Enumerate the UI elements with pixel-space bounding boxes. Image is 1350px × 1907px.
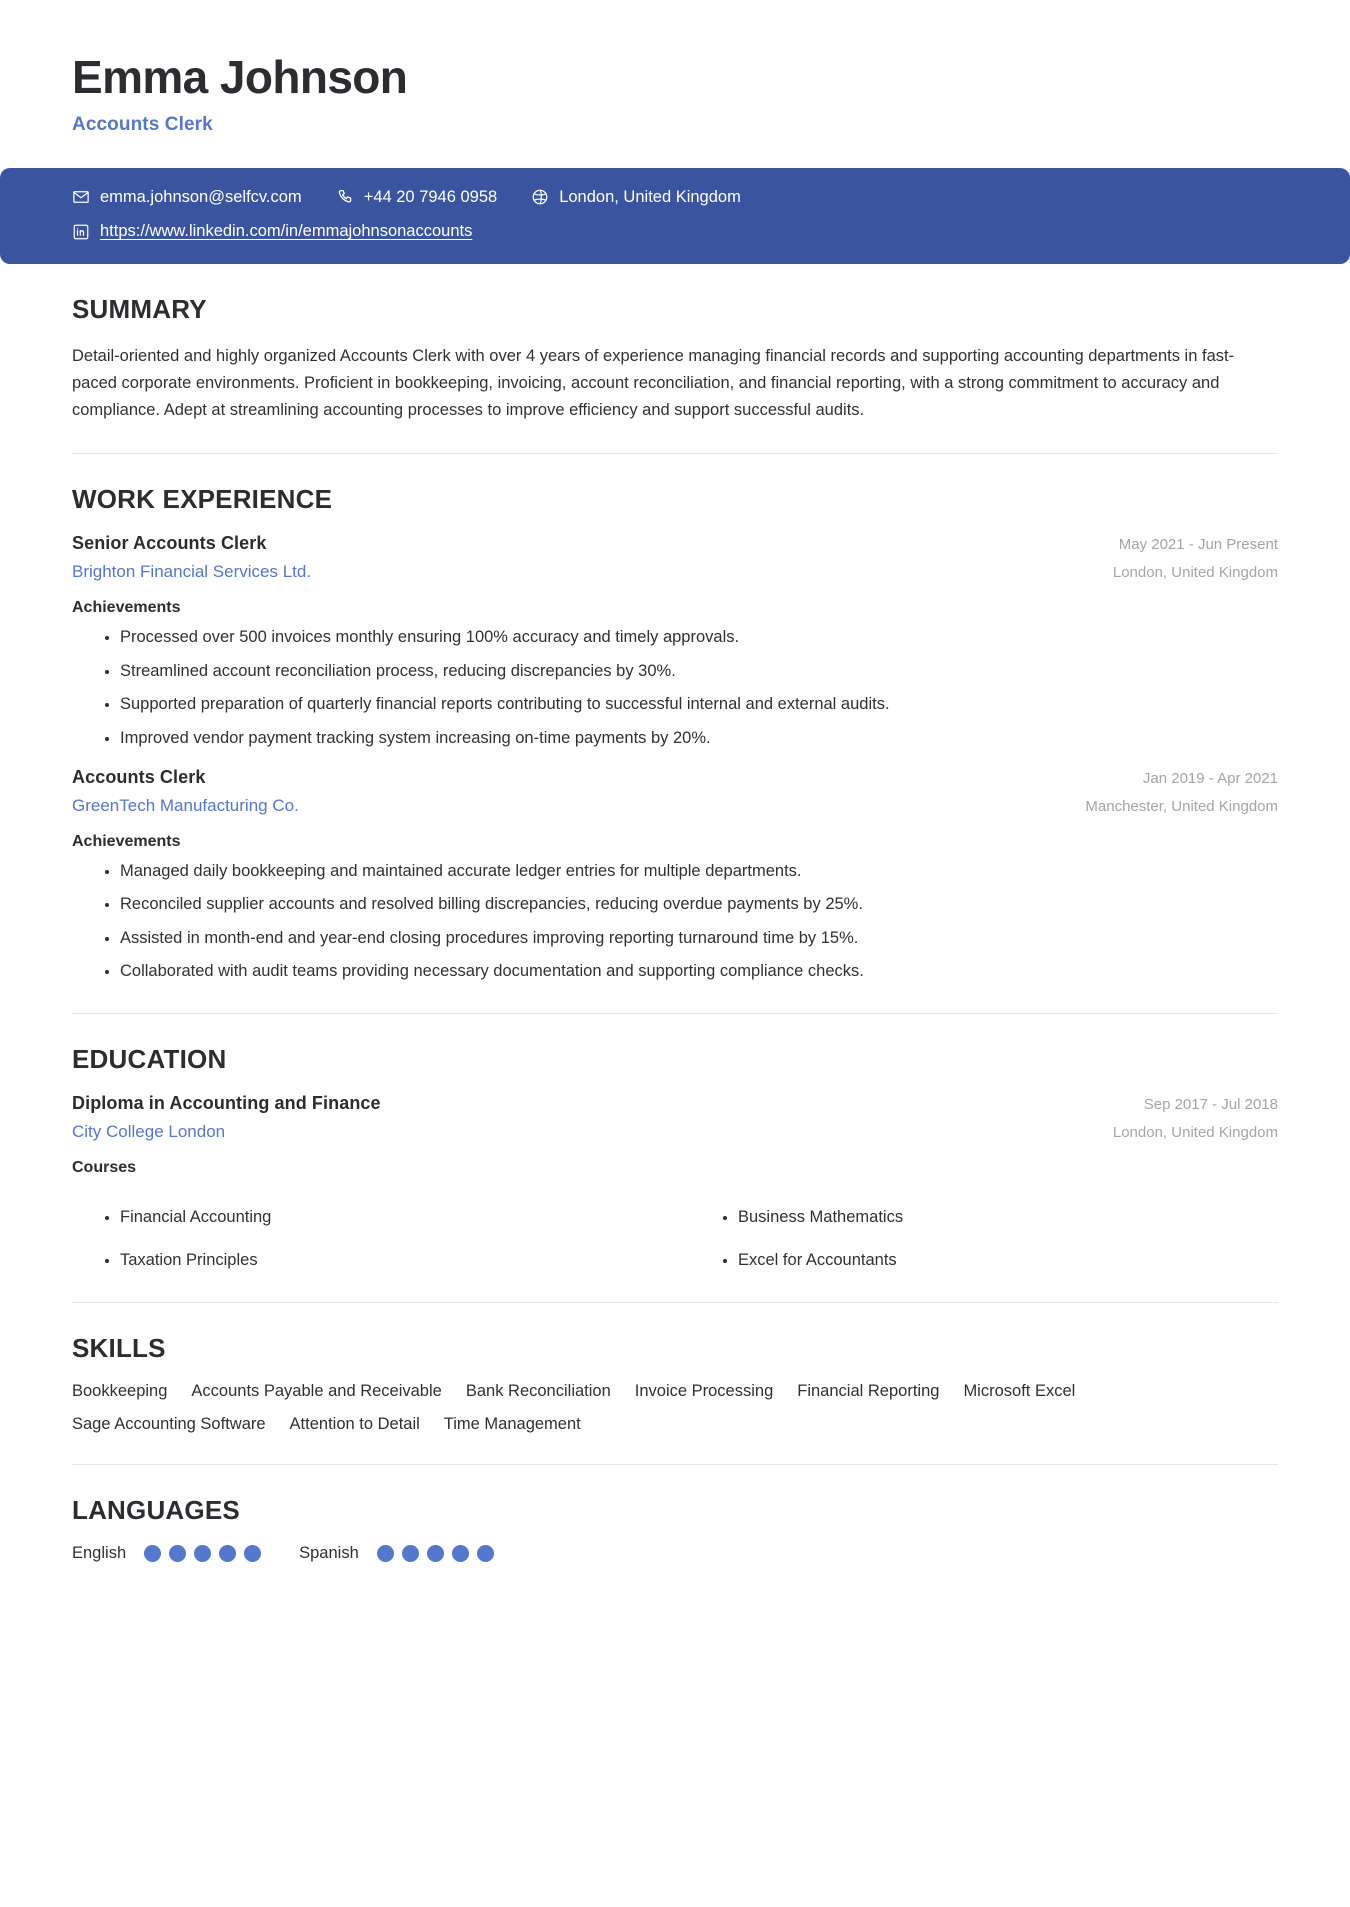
contact-row-primary [72, 188, 1278, 208]
work-entry-head [72, 767, 1278, 788]
summary-text: Detail-oriented and highly organized Accounts Clerk with over 4 years of experience managing financial records and supporting accounting departments in fast-paced corporate environments. Proficient in bookkeeping, invoicing, account reconciliation, and financial reporting, with a strong commitment to accuracy and compliance. Adept at streamlining accounting processes to improve efficiency and support successful audits. [72, 347, 1235, 419]
section-languages [72, 1465, 1278, 1563]
contact-location-text: London, United Kingdom [559, 187, 741, 206]
work-entry-sub [72, 562, 1278, 582]
skills-heading: SKILLS [72, 1332, 166, 1363]
education-entry [72, 1093, 1278, 1272]
section-education [72, 1014, 1278, 1272]
phone-icon [336, 188, 354, 206]
level-dot [402, 1545, 419, 1562]
language-level-dots [377, 1545, 494, 1562]
contact-phone-text: +44 20 7946 0958 [363, 187, 498, 206]
achievement-item: Managed daily bookkeeping and maintained accurate ledger entries for multiple departments. [72, 861, 1278, 882]
work-entry-company: GreenTech Manufacturing Co. [72, 796, 299, 816]
skill-item: Sage Accounting Software [72, 1414, 266, 1433]
skill-item: Microsoft Excel [963, 1381, 1076, 1400]
achievement-item: Assisted in month-end and year-end closing procedures improving reporting turnaround time by 15%. [72, 928, 1278, 949]
skill-item: Invoice Processing [634, 1381, 774, 1400]
education-entry-head [72, 1093, 1278, 1114]
linkedin-icon [72, 223, 90, 241]
contact-location [531, 188, 741, 208]
education-courses [72, 1185, 1278, 1272]
level-dot [169, 1545, 186, 1562]
level-dot [144, 1545, 161, 1562]
skill-item: Attention to Detail [289, 1414, 420, 1433]
skill-item: Financial Reporting [797, 1381, 940, 1400]
envelope-icon [72, 188, 90, 206]
section-summary [72, 264, 1278, 423]
language-name: English [72, 1543, 127, 1562]
skill-item: Bank Reconciliation [465, 1381, 611, 1400]
work-entry [72, 767, 1278, 983]
education-dates: Sep 2017 - Jul 2018 [1143, 1095, 1278, 1113]
contact-linkedin[interactable] [72, 222, 472, 242]
section-work-experience [72, 454, 1278, 983]
work-entry-company: Brighton Financial Services Ltd. [72, 562, 312, 582]
achievement-item: Collaborated with audit teams providing necessary documentation and supporting compliance checks. [72, 961, 1278, 982]
resume-header [0, 0, 1350, 142]
work-entry [72, 533, 1278, 749]
contact-email-text: emma.johnson@selfcv.com [100, 187, 302, 206]
contact-row-secondary [72, 222, 1278, 242]
education-school: City College London [72, 1121, 226, 1141]
achievement-item: Reconciled supplier accounts and resolved billing discrepancies, reducing overdue payments by 25%. [72, 894, 1278, 915]
summary-heading: SUMMARY [72, 294, 207, 325]
course-item: Financial Accounting [72, 1207, 660, 1228]
work-entry-sub [72, 796, 1278, 816]
level-dot [452, 1545, 469, 1562]
globe-icon [531, 188, 549, 206]
contact-email[interactable] [72, 188, 302, 208]
languages-heading: LANGUAGES [72, 1494, 240, 1525]
education-location: London, United Kingdom [1112, 1123, 1278, 1141]
work-entry-role: Accounts Clerk [72, 767, 206, 788]
level-dot [194, 1545, 211, 1562]
level-dot [244, 1545, 261, 1562]
skill-item: Accounts Payable and Receivable [191, 1381, 442, 1400]
work-entry-achievements [72, 861, 1278, 983]
contact-phone[interactable] [336, 188, 498, 208]
achievement-item: Streamlined account reconciliation process, reducing discrepancies by 30%. [72, 661, 1278, 682]
work-entry-dates: Jan 2019 - Apr 2021 [1142, 770, 1278, 788]
level-dot [477, 1545, 494, 1562]
work-experience-heading: WORK EXPERIENCE [72, 484, 333, 515]
level-dot [219, 1545, 236, 1562]
course-item: Business Mathematics [690, 1207, 1278, 1228]
skill-item: Time Management [443, 1414, 581, 1433]
language-item [72, 1544, 261, 1563]
course-item: Taxation Principles [72, 1250, 660, 1271]
achievement-item: Improved vendor payment tracking system increasing on-time payments by 20%. [72, 728, 1278, 749]
candidate-job-title: Accounts Clerk [72, 113, 213, 135]
section-skills [72, 1303, 1278, 1434]
contact-linkedin-text[interactable]: https://www.linkedin.com/in/emmajohnsonaccounts [100, 222, 473, 241]
work-entry-achievements-label: Achievements [72, 599, 181, 617]
language-item [299, 1544, 494, 1563]
candidate-name: Emma Johnson [72, 51, 408, 103]
achievement-item: Processed over 500 invoices monthly ensuring 100% accuracy and timely approvals. [72, 627, 1278, 648]
level-dot [427, 1545, 444, 1562]
course-item: Excel for Accountants [690, 1250, 1278, 1271]
work-entry-dates: May 2021 - Jun Present [1118, 536, 1278, 554]
work-entry-location: Manchester, United Kingdom [1085, 798, 1278, 816]
work-entry-role: Senior Accounts Clerk [72, 533, 267, 554]
achievement-item: Supported preparation of quarterly financial reports contributing to successful internal and external audits. [72, 694, 1278, 715]
work-entry-achievements [72, 627, 1278, 749]
work-entry-head [72, 533, 1278, 554]
skills-list [72, 1382, 1247, 1434]
work-entry-achievements-label: Achievements [72, 833, 181, 851]
education-courses-label: Courses [72, 1158, 137, 1176]
languages-list [72, 1544, 1278, 1563]
level-dot [377, 1545, 394, 1562]
education-degree: Diploma in Accounting and Finance [72, 1092, 381, 1113]
education-entry-sub [72, 1122, 1278, 1142]
work-entry-location: London, United Kingdom [1112, 564, 1278, 582]
contact-bar [0, 168, 1350, 265]
education-heading: EDUCATION [72, 1043, 227, 1074]
language-name: Spanish [299, 1543, 359, 1562]
resume-body [0, 264, 1350, 1563]
language-level-dots [144, 1545, 261, 1562]
skill-item: Bookkeeping [72, 1381, 168, 1400]
